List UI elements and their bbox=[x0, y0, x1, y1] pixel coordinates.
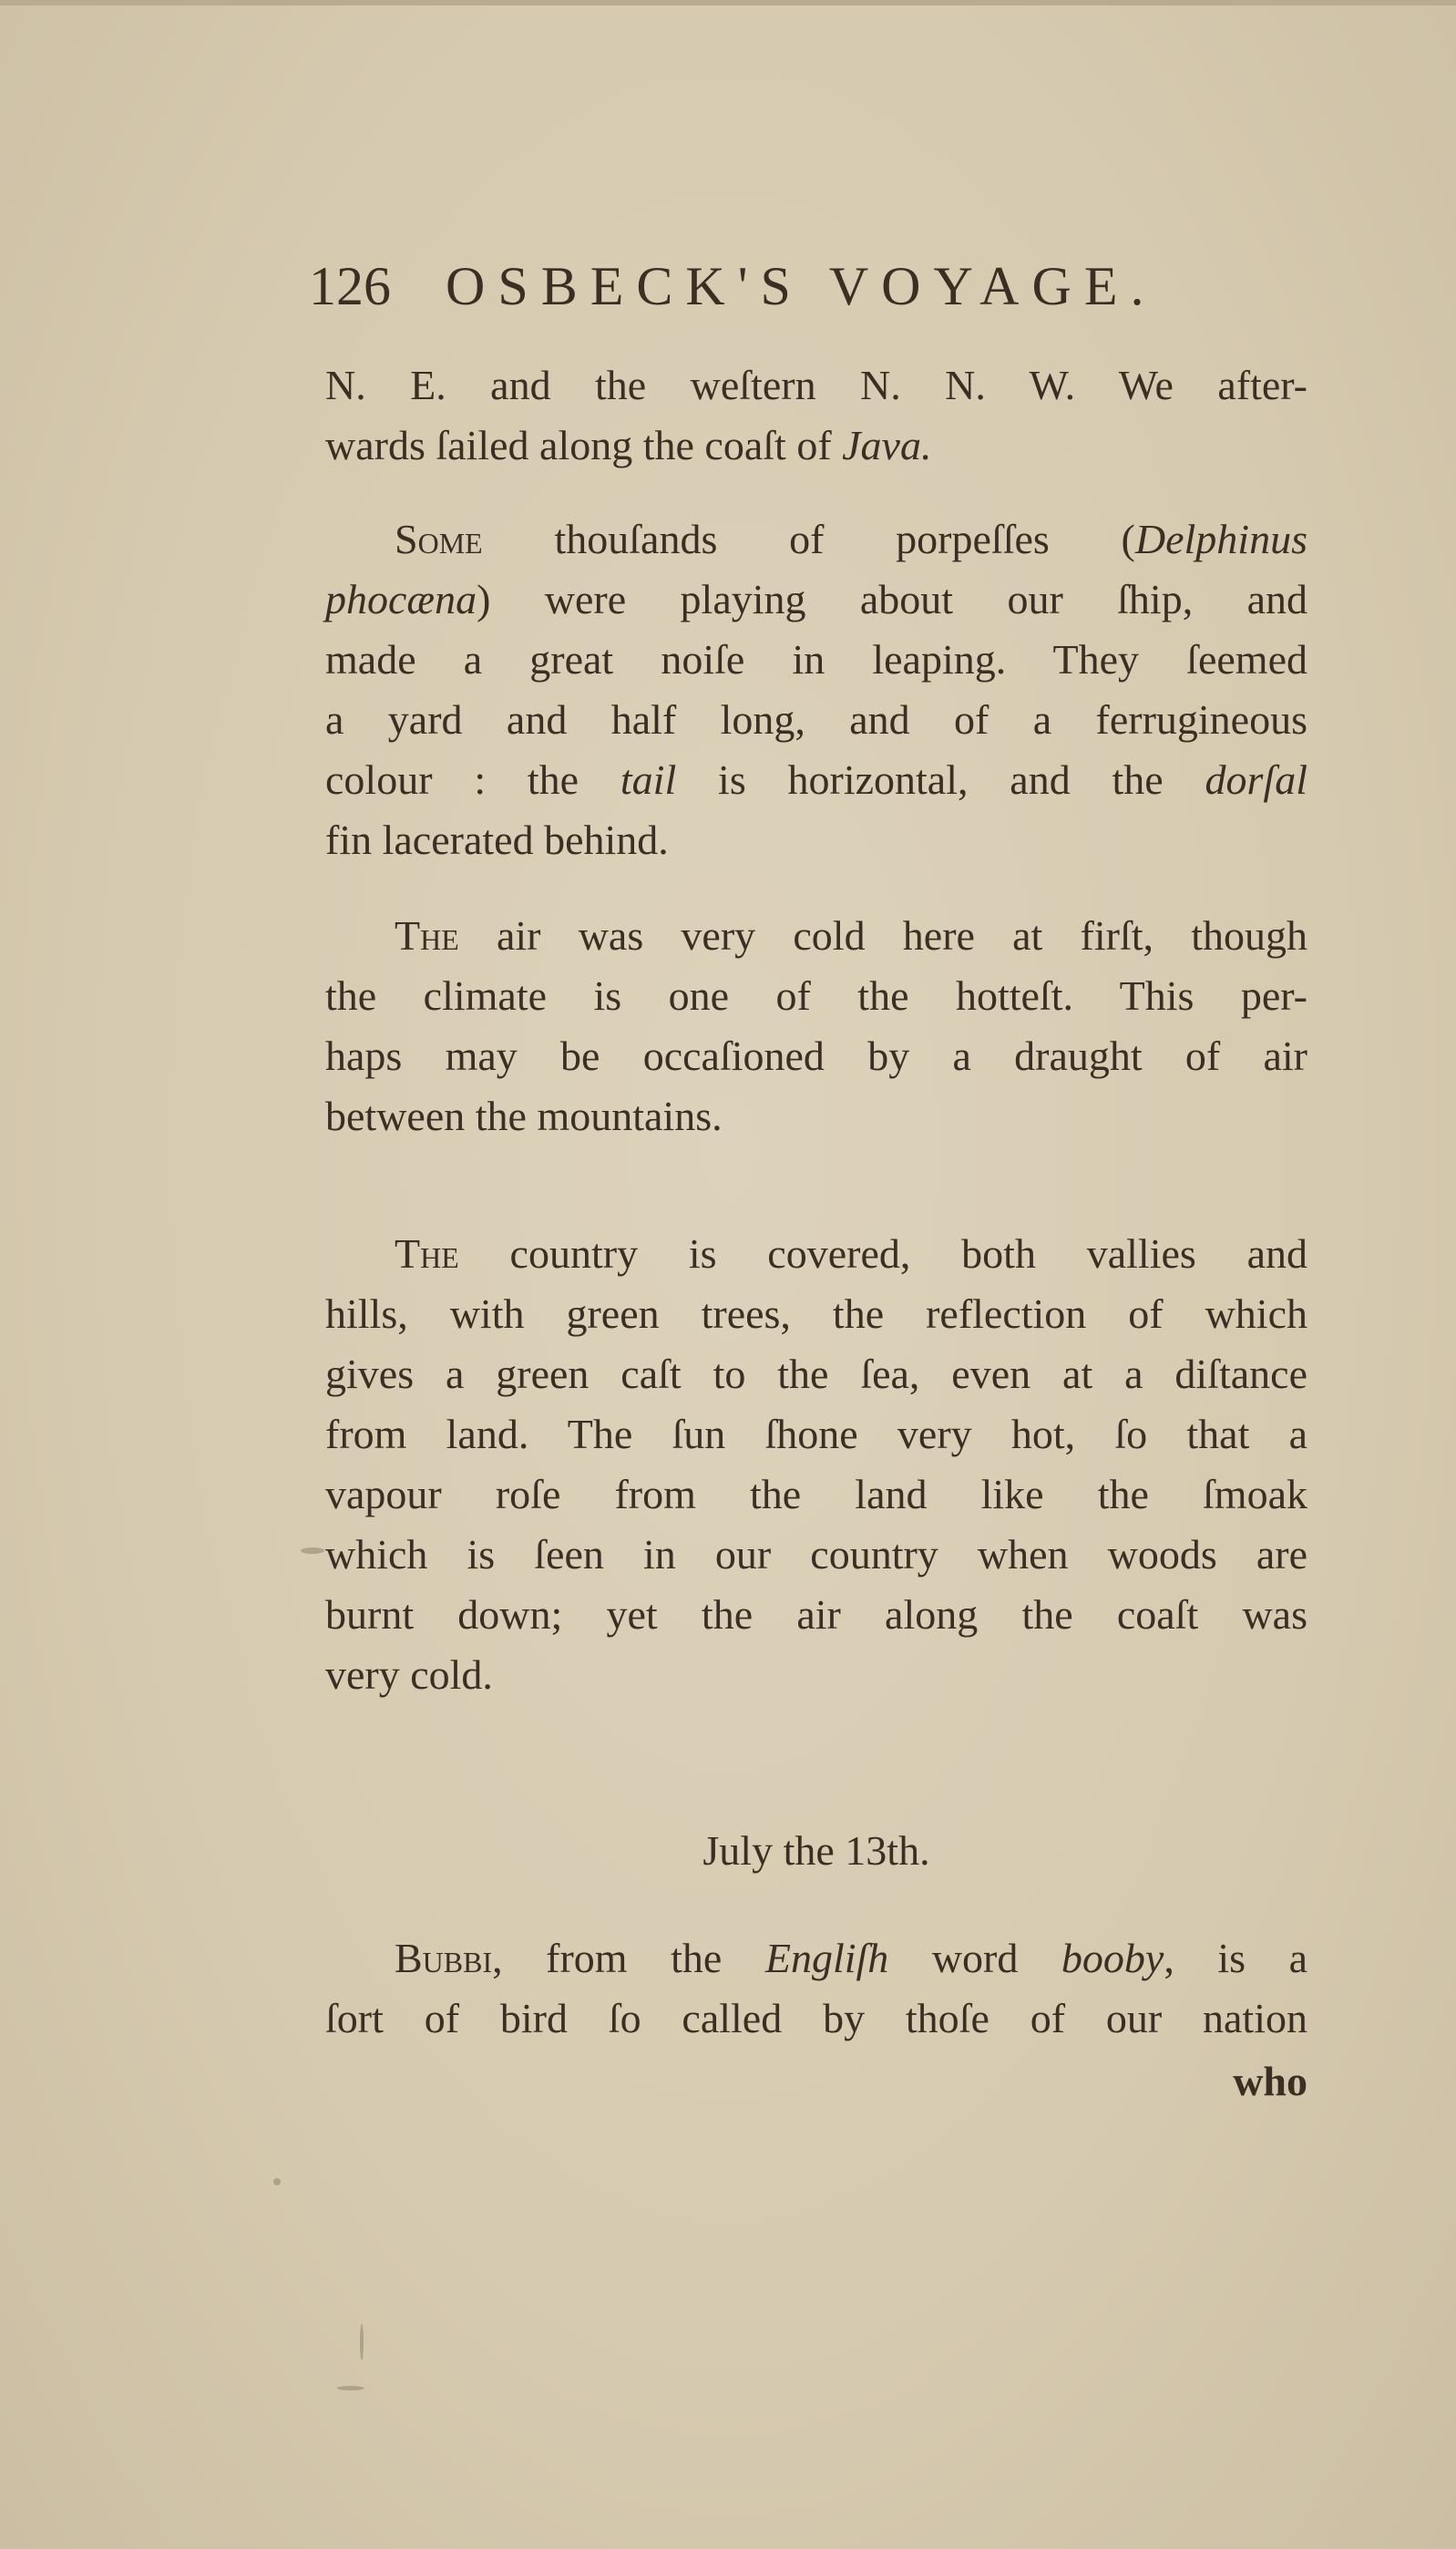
text-line bbox=[325, 355, 1307, 416]
text-segment: ) were playing about our ſhip, and bbox=[477, 576, 1307, 622]
text-segment: , from the bbox=[492, 1935, 765, 1981]
italic-text: Java. bbox=[842, 422, 932, 468]
italic-text: tail bbox=[620, 756, 677, 803]
text-segment: burnt down; yet the air along the coaſt was bbox=[325, 1591, 1307, 1638]
catchword: who bbox=[1233, 2058, 1307, 2104]
text-segment: wards ſailed along the coaſt of bbox=[325, 422, 843, 468]
paper-spot bbox=[360, 2324, 364, 2360]
text-segment: N. E. and the weſtern N. N. W. We after- bbox=[325, 362, 1307, 408]
text-line bbox=[325, 1989, 1307, 2049]
text-line bbox=[325, 966, 1307, 1026]
paper-spot bbox=[337, 2386, 364, 2390]
small-caps-text: Some bbox=[395, 516, 483, 562]
text-segment: which is ſeen in our country when woods are bbox=[325, 1531, 1307, 1578]
small-caps-text: Bubbi bbox=[395, 1935, 493, 1981]
text-segment: vapour roſe from the land like the ſmoak bbox=[325, 1471, 1307, 1517]
text-line bbox=[325, 810, 1307, 870]
page-edge bbox=[0, 0, 1456, 5]
paper-spot bbox=[273, 2178, 281, 2185]
text-line bbox=[325, 1585, 1307, 1645]
paper-spot bbox=[301, 1547, 324, 1554]
italic-text: booby bbox=[1061, 1935, 1164, 1981]
text-segment: fin lacerated behind. bbox=[325, 817, 669, 863]
text-line bbox=[325, 1026, 1307, 1086]
text-segment: is horizontal, and the bbox=[676, 756, 1205, 803]
italic-text: Delphinus bbox=[1134, 516, 1307, 562]
text-segment: a yard and half long, and of a ferrugineous bbox=[325, 696, 1307, 743]
text-line bbox=[325, 416, 1307, 476]
text-segment: ſort of bird ſo called by thoſe of our nation bbox=[325, 1995, 1307, 2041]
text-segment: made a great noiſe in leaping. They ſeemed bbox=[325, 636, 1307, 683]
text-line bbox=[325, 1224, 1307, 1284]
text-segment: very cold. bbox=[325, 1651, 493, 1698]
text-line bbox=[325, 1928, 1307, 1989]
running-header bbox=[309, 252, 1202, 321]
running-title: OSBECK'S VOYAGE. bbox=[446, 256, 1157, 316]
text-segment: , is a bbox=[1164, 1935, 1307, 1981]
text-line bbox=[325, 1645, 1307, 1705]
text-segment: between the mountains. bbox=[325, 1093, 723, 1139]
small-caps-text: The bbox=[395, 1230, 459, 1277]
page-number: 126 bbox=[309, 256, 391, 316]
text-segment: gives a green caſt to the ſea, even at a diſtance bbox=[325, 1351, 1307, 1397]
date-heading: July the 13th. bbox=[702, 1827, 930, 1874]
text-segment: haps may be occaſioned by a draught of air bbox=[325, 1033, 1307, 1079]
text-line bbox=[325, 1284, 1307, 1344]
text-line bbox=[325, 1404, 1307, 1465]
text-line bbox=[325, 750, 1307, 810]
text-segment: thouſands of porpeſſes ( bbox=[482, 516, 1135, 562]
text-segment: air was very cold here at firſt, though bbox=[458, 912, 1307, 959]
text-line bbox=[325, 690, 1307, 750]
text-segment: from land. The ſun ſhone very hot, ſo that a bbox=[325, 1411, 1307, 1457]
text-segment: colour : the bbox=[325, 756, 620, 803]
text-line bbox=[325, 906, 1307, 966]
text-segment: word bbox=[888, 1935, 1061, 1981]
text-line bbox=[325, 1525, 1307, 1585]
text-line bbox=[325, 570, 1307, 630]
text-line bbox=[325, 1086, 1307, 1146]
text-segment: hills, with green trees, the reflection of which bbox=[325, 1290, 1307, 1337]
italic-text: Engliſh bbox=[764, 1935, 889, 1981]
italic-text: dorſal bbox=[1205, 756, 1307, 803]
italic-text: phocæna bbox=[325, 576, 477, 622]
text-segment: country is covered, both vallies and bbox=[458, 1230, 1307, 1277]
text-line bbox=[325, 1344, 1307, 1404]
text-line bbox=[325, 630, 1307, 690]
small-caps-text: The bbox=[395, 912, 459, 959]
text-line bbox=[325, 509, 1307, 570]
text-segment: the climate is one of the hotteſt. This per- bbox=[325, 972, 1307, 1019]
text-line bbox=[325, 1465, 1307, 1525]
